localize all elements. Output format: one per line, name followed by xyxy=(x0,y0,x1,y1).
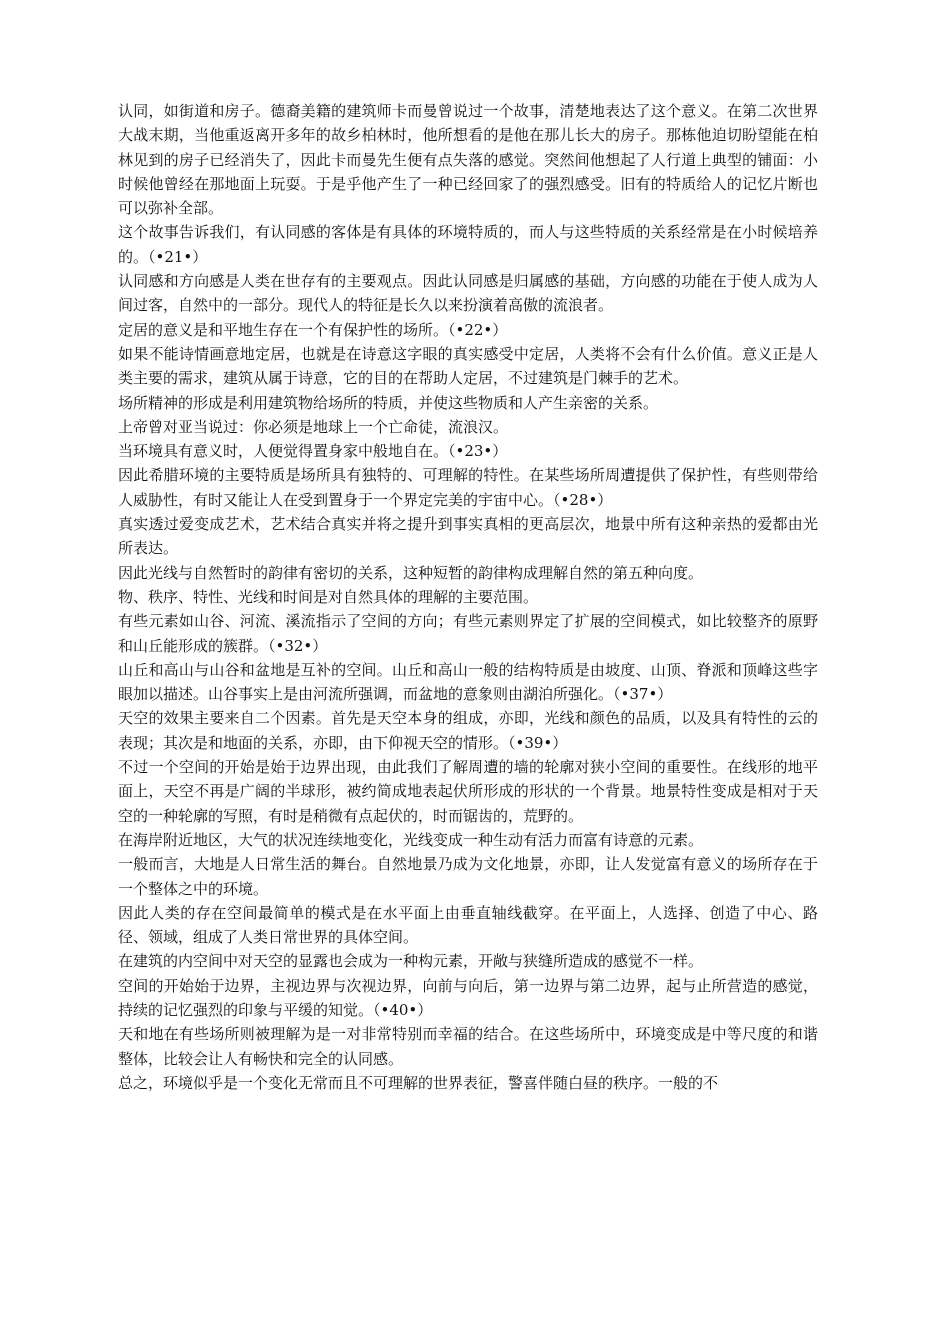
paragraph: 天和地在有些场所则被理解为是一对非常特别而幸福的结合。在这些场所中，环境变成是中等尺度的和谐整体，比较会让人有畅快和完全的认同感。 xyxy=(118,1025,818,1068)
paragraph: 认同，如街道和房子。德裔美籍的建筑师卡而曼曾说过一个故事，清楚地表达了这个意义。在第二次世界大战末期，当他重返离开多年的故乡柏林时，他所想看的是他在那儿长大的房子。那栋他迫切盼望能在柏林见到的房子已经消失了，因此卡而曼先生便有点失落的感觉。突然间他想起了人行道上典型的铺面：小时候他曾经在那地面上玩耍。于是乎他产生了一种已经回家了的强烈感受。旧有的特质给人的记忆片断也可以弥补全部。 xyxy=(118,102,818,218)
paragraph: 因此光线与自然暂时的韵律有密切的关系，这种短暂的韵律构成理解自然的第五种向度。 xyxy=(118,563,704,582)
paragraph: 在海岸附近地区，大气的状况连续地变化，光线变成一种生动有活力而富有诗意的元素。 xyxy=(118,830,704,849)
paragraph: 物、秩序、特性、光线和时间是对自然具体的理解的主要范围。 xyxy=(118,587,539,606)
document-page xyxy=(118,99,818,1095)
paragraph: 认同感和方向感是人类在世存有的主要观点。因此认同感是归属感的基础，方向感的功能在于使人成为人间过客，自然中的一部分。现代人的特征是长久以来扮演着高傲的流浪者。 xyxy=(118,272,818,315)
paragraph: 这个故事告诉我们，有认同感的客体是有具体的环境特质的，而人与这些特质的关系经常是在小时候培养的。（•21•） xyxy=(118,223,818,266)
paragraph: 真实透过爱变成艺术，艺术结合真实并将之提升到事实真相的更高层次，地景中所有这种亲热的爱都由光所表达。 xyxy=(118,515,818,558)
paragraph: 有些元素如山谷、河流、溪流指示了空间的方向；有些元素则界定了扩展的空间模式，如比较整齐的原野和山丘能形成的簇群。（•32•） xyxy=(118,612,818,655)
paragraph: 当环境具有意义时，人便觉得置身家中般地自在。（•23•） xyxy=(118,442,508,461)
paragraph: 不过一个空间的开始是始于边界出现，由此我们了解周遭的墙的轮廓对狭小空间的重要性。在线形的地平面上，天空不再是广阔的半球形，被约简成地表起伏所形成的形状的一个背景。地景特性变成是相对于天空的一种轮廓的写照，有时是稍微有点起伏的，时而锯齿的，荒野的。 xyxy=(118,758,818,825)
paragraph: 如果不能诗情画意地定居，也就是在诗意这字眼的真实感受中定居，人类将不会有什么价值。意义正是人类主要的需求，建筑从属于诗意，它的目的在帮助人定居，不过建筑是门棘手的艺术。 xyxy=(118,344,818,388)
paragraph: 空间的开始始于边界，主视边界与次视边界，向前与向后，第一边界与第二边界，起与止所营造的感觉，持续的记忆强烈的印象与平缓的知觉。（•40•） xyxy=(118,976,818,1019)
paragraph: 山丘和高山与山谷和盆地是互补的空间。山丘和高山一般的结构特质是由坡度、山顶、脊派和顶峰这些字眼加以描述。山谷事实上是由河流所强调，而盆地的意象则由湖泊所强化。（•37•） xyxy=(118,660,818,704)
paragraph: 因此希腊环境的主要特质是场所具有独特的、可理解的特性。在某些场所周遭提供了保护性，有些则带给人威胁性，有时又能让人在受到置身于一个界定完美的宇宙中心。（•28•） xyxy=(118,466,818,509)
paragraph: 因此人类的存在空间最简单的模式是在水平面上由垂直轴线截穿。在平面上，人选择、创造了中心、路径、领域，组成了人类日常世界的具体空间。 xyxy=(118,903,818,947)
paragraph: 天空的效果主要来自二个因素。首先是天空本身的组成，亦即，光线和颜色的品质，以及具有特性的云的表现；其次是和地面的关系，亦即，由下仰视天空的情形。（•39•） xyxy=(118,709,818,752)
paragraph: 场所精神的形成是利用建筑物给场所的特质，并使这些物质和人产生亲密的关系。 xyxy=(118,393,659,412)
paragraph: 在建筑的内空间中对天空的显露也会成为一种构元素，开敞与狭缝所造成的感觉不一样。 xyxy=(118,952,704,971)
paragraph: 一般而言，大地是人日常生活的舞台。自然地景乃成为文化地景，亦即，让人发觉富有意义的场所存在于一个整体之中的环境。 xyxy=(118,855,818,898)
paragraph: 总之，环境似乎是一个变化无常而且不可理解的世界表征，警喜伴随白昼的秩序。一般的不 xyxy=(118,1073,719,1092)
paragraph: 定居的意义是和平地生存在一个有保护性的场所。（•22•） xyxy=(118,320,508,339)
paragraph: 上帝曾对亚当说过：你必须是地球上一个亡命徒，流浪汉。 xyxy=(118,417,509,436)
